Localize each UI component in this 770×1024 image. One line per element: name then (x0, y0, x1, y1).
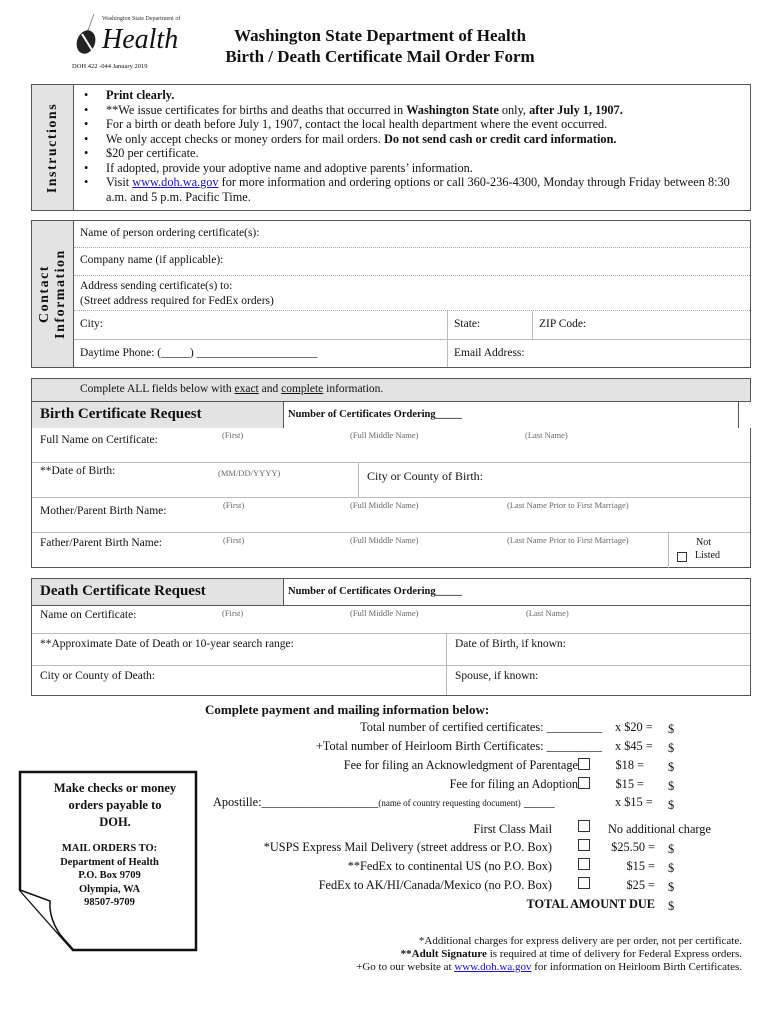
death-count-field[interactable]: Number of Certificates Ordering_____ (288, 586, 462, 597)
instructions-section (31, 84, 751, 211)
adoption-checkbox[interactable] (578, 777, 590, 789)
instructions-list (84, 88, 742, 204)
zip-field[interactable]: ZIP Code: (532, 311, 750, 339)
birth-dob-field[interactable]: **Date of Birth: (MM/DD/YYYY) (32, 463, 359, 497)
logo-mark-icon (72, 12, 102, 60)
phone-field[interactable]: Daytime Phone: (_____) _____________________ (80, 347, 318, 359)
instruction-item: • Visit www.doh.wa.gov for more information and ordering options or call 360-236-4300, Monday through Friday between 8:30 a.m. and 5 p.m. Pacific Time. (84, 175, 742, 204)
birth-header (31, 401, 739, 429)
contact-label: Contact Information (36, 249, 68, 339)
total-amount-label: TOTAL AMOUNT DUE (526, 897, 655, 911)
birth-section (31, 428, 751, 568)
apostille-field[interactable]: Apostille:___________________(name of country requesting document) _____ (213, 795, 555, 809)
doh-website-link[interactable]: www.doh.wa.gov (132, 175, 219, 189)
name-field[interactable]: Name of person ordering certificate(s): (74, 221, 750, 248)
instruction-item: • $20 per certificate. (84, 146, 742, 161)
fedex-intl-checkbox[interactable] (578, 877, 590, 889)
death-city-field[interactable]: City or County of Death: (32, 666, 447, 695)
birth-count-field[interactable]: Number of Certificates Ordering_____ (288, 409, 462, 420)
instruction-item: • **We issue certificates for births and deaths that occurred in Washington State only, after July 1, 1907. (84, 103, 742, 118)
first-class-checkbox[interactable] (578, 820, 590, 832)
form-id: DOH 422 -044 January 2019 (72, 63, 148, 70)
amount-column: $ $ $ $ $ (668, 722, 675, 812)
death-date-field[interactable]: **Approximate Date of Death or 10-year search range: (32, 634, 447, 665)
mailing-address: MAIL ORDERS TO: Department of Health P.O. Box 9709 Olympia, WA 98507-9709 (60, 843, 159, 908)
logo-small-text: Washington State Department of (102, 16, 181, 22)
death-section-title: Death Certificate Request (32, 579, 284, 605)
city-field[interactable]: City: (80, 318, 104, 330)
page-subtitle: Birth / Death Certificate Mail Order Form (225, 47, 535, 66)
payment-heading: Complete payment and mailing information below: (205, 702, 490, 717)
birth-city-field[interactable]: City or County of Birth: (367, 469, 484, 483)
parentage-checkbox[interactable] (578, 758, 590, 770)
instructions-label: Instructions (44, 102, 60, 193)
heirloom-website-link[interactable]: www.doh.wa.gov (454, 961, 532, 973)
father-name-field[interactable]: Father/Parent Birth Name: (First) (Full Middle Name) (Last Name Prior to First Marriage) Not Listed (32, 533, 750, 568)
instruction-item: • If adopted, provide your adoptive name and adoptive parents’ information. (84, 161, 742, 176)
death-section (31, 578, 751, 696)
complete-fields-notice: Complete ALL fields below with exact and complete information. (31, 378, 751, 402)
shipping-amount-column: $ $ $ $ (668, 842, 675, 913)
contact-section (31, 220, 751, 368)
not-listed-checkbox[interactable] (677, 552, 687, 562)
email-field[interactable]: Email Address: (447, 340, 750, 367)
birth-full-name-field[interactable]: Full Name on Certificate: (First) (Full Middle Name) (Last Name) (32, 428, 750, 463)
instruction-item: • Print clearly. (84, 88, 742, 103)
death-name-field[interactable]: Name on Certificate: (First) (Full Middle Name) (Last Name) (32, 606, 750, 634)
instruction-item: • We only accept checks or money orders for mail orders. Do not send cash or credit card information. (84, 132, 742, 147)
certified-count-field[interactable]: Total number of certified certificates: _________ (360, 720, 602, 734)
heirloom-count-field[interactable]: +Total number of Heirloom Birth Certificates: _________ (315, 739, 602, 753)
usps-express-checkbox[interactable] (578, 839, 590, 851)
address-field[interactable]: Address sending certificate(s) to: (Street address required for FedEx orders) (74, 276, 750, 311)
mother-name-field[interactable]: Mother/Parent Birth Name: (First) (Full Middle Name) (Last Name Prior to First Marriage) (32, 498, 750, 533)
payable-note: Make checks or money orders payable to DOH. (53, 781, 177, 829)
spouse-field[interactable]: Spouse, if known: (455, 670, 539, 682)
fedex-us-checkbox[interactable] (578, 858, 590, 870)
footnotes: *Additional charges for express delivery are per order, not per certificate. **Adult Signature is required at time of delivery for Federal Express orders. +Go to our website at www.doh.wa.gov for information on Heirloom Birth Certificates. (356, 935, 742, 973)
father-not-listed[interactable]: Not Listed (668, 533, 752, 568)
death-dob-field[interactable]: Date of Birth, if known: (455, 638, 566, 650)
logo-big-text: Health (102, 24, 179, 55)
birth-section-title: Birth Certificate Request (32, 402, 284, 428)
company-field[interactable]: Company name (if applicable): (74, 248, 750, 276)
page-title: Washington State Department of Health (234, 26, 526, 45)
state-field[interactable]: State: (447, 311, 532, 339)
instruction-item: • For a birth or death before July 1, 1907, contact the local health department where the event occurred. (84, 117, 742, 132)
